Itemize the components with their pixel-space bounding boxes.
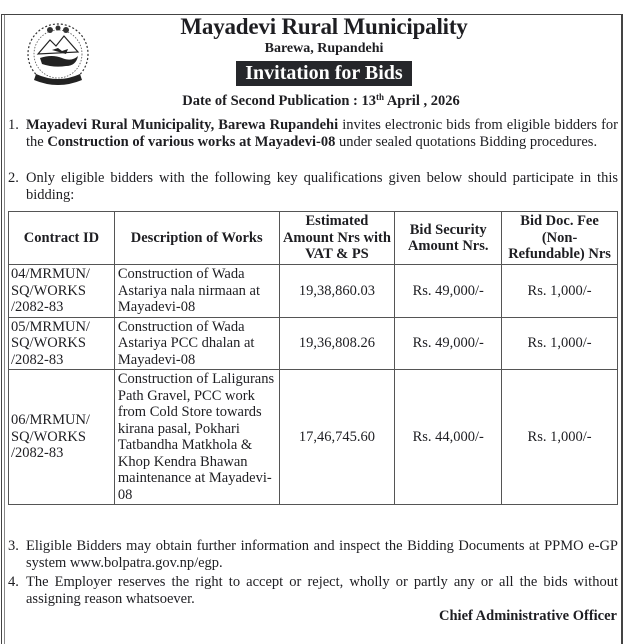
cell-doc-fee: Rs. 1,000/- <box>502 370 618 505</box>
cell-bid-security: Rs. 44,000/- <box>395 370 502 505</box>
paragraph-3 <box>8 538 618 571</box>
publication-date-suffix: th <box>375 92 384 102</box>
paragraph-bold-entity: Mayadevi Rural Municipality, Barewa Rupandehi <box>26 117 339 133</box>
header-bid-security: Bid Security Amount Nrs. <box>395 212 502 265</box>
paragraph-number: 4. <box>8 574 19 590</box>
publication-date <box>8 92 626 110</box>
paragraph-body: Only eligible bidders with the following key qualifications given below should participate in this bidding: <box>26 170 618 203</box>
cell-description: Construction of Wada Astariya nala nirmaan at Mayadevi-08 <box>114 265 279 318</box>
publication-label: Date of Second Publication : 13 <box>182 93 376 109</box>
cell-doc-fee: Rs. 1,000/- <box>502 265 618 318</box>
table-row <box>9 370 618 505</box>
cell-estimated-amount: 19,36,808.26 <box>279 317 395 370</box>
cell-contract-id: 04/MRMUN/ SQ/WORKS /2082-83 <box>9 265 115 318</box>
paragraph-body <box>26 117 618 150</box>
cell-estimated-amount: 19,38,860.03 <box>279 265 395 318</box>
bids-table <box>8 211 618 505</box>
publication-month-year: April , 2026 <box>384 93 460 109</box>
paragraph-number: 3. <box>8 538 19 554</box>
header-doc-fee: Bid Doc. Fee (Non-Refundable) Nrs <box>502 212 618 265</box>
cell-contract-id: 06/MRMUN/ SQ/WORKS /2082-83 <box>9 370 115 505</box>
invitation-banner: Invitation for Bids <box>236 61 411 86</box>
paragraph-number: 2. <box>8 170 19 186</box>
paragraph-number: 1. <box>8 117 19 133</box>
header-description: Description of Works <box>114 212 279 265</box>
paragraph-1 <box>8 117 618 150</box>
paragraph-body: Eligible Bidders may obtain further information and inspect the Bidding Documents at PPMO e-GP system www.bolpatra.gov.np/egp. <box>26 538 618 571</box>
paragraph-text: invites electronic bids from eligible bidders for the <box>26 117 619 150</box>
cell-description: Construction of Wada Astariya PCC dhalan at Mayadevi-08 <box>114 317 279 370</box>
signature-title: Chief Administrative Officer <box>439 608 617 624</box>
cell-bid-security: Rs. 49,000/- <box>395 317 502 370</box>
paragraph-body: The Employer reserves the right to accept or reject, wholly or partly any or all the bids without assigning reason whatsoever. <box>26 574 618 607</box>
cell-description: Construction of Laligurans Path Gravel, PCC work from Cold Store towards kirana pasal, Pokhari Tatbandha Matkhola & Khop Kendra Bhawan maintenance at Mayadevi-08 <box>114 370 279 505</box>
table-row <box>9 317 618 370</box>
header-contract-id: Contract ID <box>9 212 115 265</box>
paragraph-bold-project: Construction of various works at Mayadevi-08 <box>47 133 336 150</box>
paragraph-text: under sealed quotations Bidding procedures. <box>335 133 598 150</box>
frame-inner-line <box>4 15 5 644</box>
table-row <box>9 265 618 318</box>
cell-doc-fee: Rs. 1,000/- <box>502 317 618 370</box>
paragraph-4 <box>8 574 618 607</box>
municipality-location: Barewa, Rupandehi <box>264 41 384 56</box>
notice-header <box>0 14 626 86</box>
cell-estimated-amount: 17,46,745.60 <box>279 370 395 505</box>
header-estimated-amount: Estimated Amount Nrs with VAT & PS <box>279 212 395 265</box>
municipality-title: Mayadevi Rural Municipality <box>180 14 468 39</box>
cell-bid-security: Rs. 49,000/- <box>395 265 502 318</box>
paragraph-2 <box>8 170 618 203</box>
cell-contract-id: 05/MRMUN/ SQ/WORKS /2082-83 <box>9 317 115 370</box>
table-header-row <box>9 212 618 265</box>
